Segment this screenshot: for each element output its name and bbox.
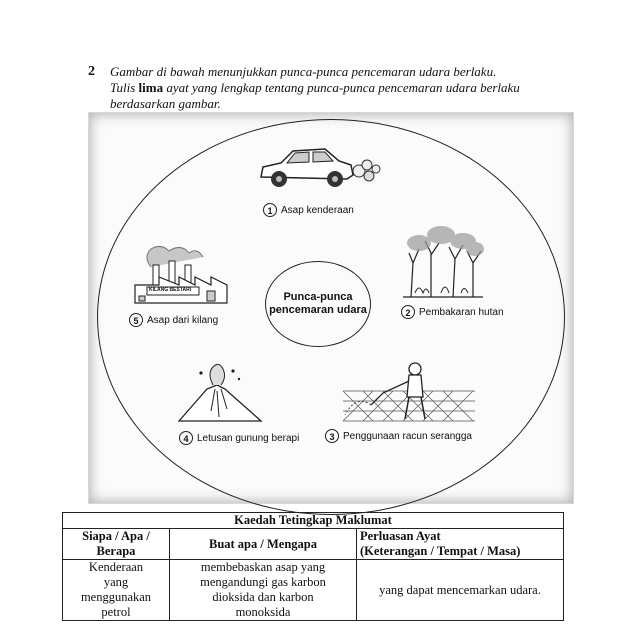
item-label-2 [401, 305, 504, 319]
cell-action-l1: membebaskan asap yang [200, 560, 326, 574]
header-col3-line1: Perluasan Ayat [360, 529, 441, 543]
item-number-5: 5 [129, 313, 143, 327]
cell-action-l3: dioksida dan karbon [212, 590, 314, 604]
item-text-5: Asap dari kilang [147, 314, 219, 326]
cell-subject-l4: petrol [101, 605, 131, 619]
cell-extension: yang dapat mencemarkan udara. [357, 560, 564, 621]
cell-action-l2: mengandungi gas karbon [200, 575, 326, 589]
cell-action [170, 560, 357, 621]
question-number: 2 [88, 64, 95, 79]
item-number-2: 2 [401, 305, 415, 319]
item-number-3: 3 [325, 429, 339, 443]
header-extension [357, 529, 564, 560]
factory-sign: KILANG BESTARI [149, 287, 192, 293]
instruction-line-2-post: ayat yang lengkap tentang punca-punca pencemaran udara berlaku [163, 80, 520, 95]
factory-smoke-icon [129, 243, 233, 305]
item-label-5 [129, 313, 218, 327]
instruction-line-2-pre: Tulis [110, 80, 139, 95]
item-text-3: Penggunaan racun serangga [343, 430, 472, 442]
header-col3-line2: (Keterangan / Tempat / Masa) [360, 544, 521, 558]
car-exhaust-icon [253, 143, 381, 193]
item-number-4: 4 [179, 431, 193, 445]
center-title-line-2: pencemaran udara [269, 304, 367, 316]
header-what-why: Buat apa / Mengapa [170, 529, 357, 560]
instruction-bold-word: lima [138, 80, 164, 95]
item-text-1: Asap kenderaan [281, 204, 354, 216]
header-col1-line2: Berapa [96, 544, 136, 558]
table-caption: Kaedah Tetingkap Maklumat [63, 513, 564, 529]
center-topic-circle [265, 261, 371, 347]
instruction-line-1: Gambar di bawah menunjukkan punca-punca pencemaran udara berlaku. [110, 64, 497, 79]
cell-subject-l2: yang [103, 575, 129, 589]
cell-subject-l1: Kenderaan [88, 560, 144, 574]
pesticide-spraying-icon [343, 361, 475, 425]
item-text-2: Pembakaran hutan [419, 306, 504, 318]
information-window-table [62, 512, 564, 621]
header-who-what [63, 529, 170, 560]
header-col1-line1: Siapa / Apa / [82, 529, 150, 543]
volcano-icon [177, 361, 263, 423]
cell-subject [63, 560, 170, 621]
instruction-line-3: berdasarkan gambar. [110, 96, 221, 111]
cell-action-l4: monoksida [235, 605, 291, 619]
item-text-4: Letusan gunung berapi [197, 432, 300, 444]
item-number-1: 1 [263, 203, 277, 217]
cell-subject-l3: menggunakan [80, 590, 152, 604]
item-label-1 [263, 203, 354, 217]
center-title-line-1: Punca-punca [283, 291, 353, 303]
item-label-3 [325, 429, 472, 443]
item-label-4 [179, 431, 299, 445]
pollution-diagram [88, 112, 574, 504]
instruction-line-2 [110, 80, 560, 96]
table-row [63, 560, 564, 621]
burning-forest-icon [401, 223, 485, 299]
question-instructions [110, 64, 560, 112]
